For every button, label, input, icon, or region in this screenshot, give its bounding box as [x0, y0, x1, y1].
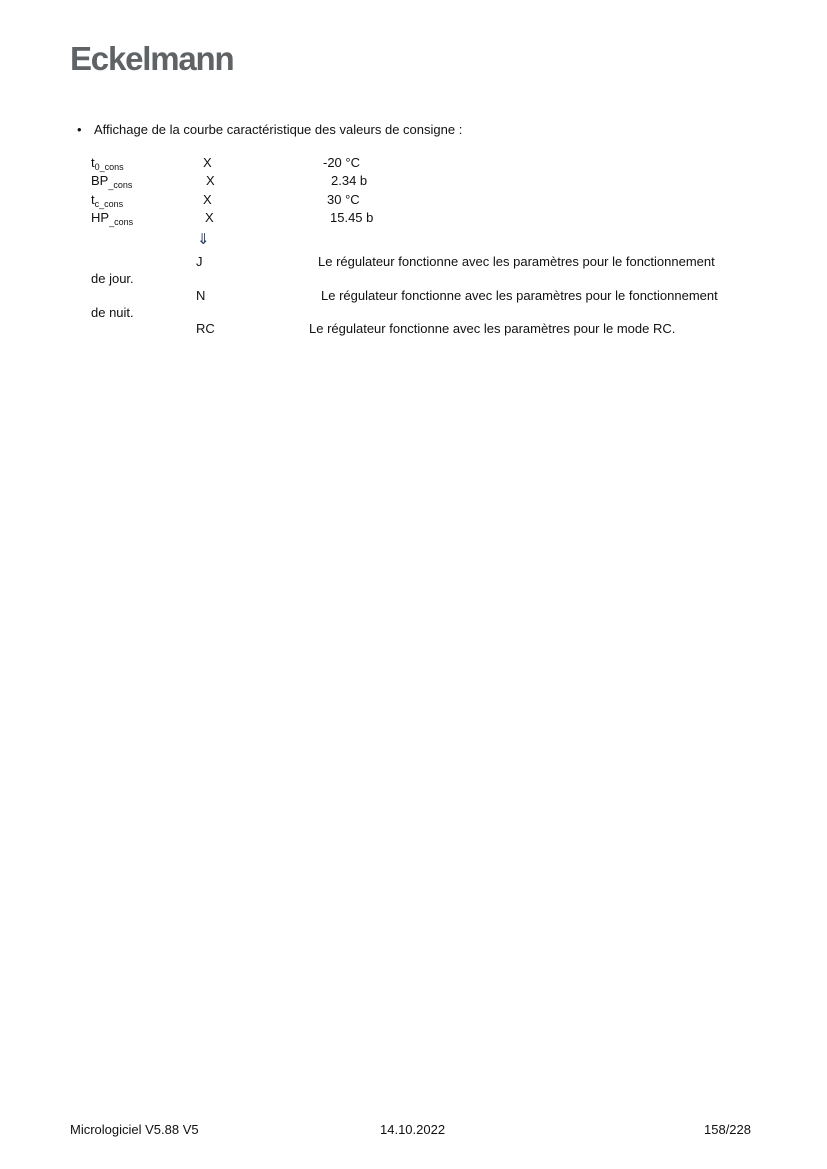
mode-cont-j: de jour.: [91, 271, 134, 286]
setpoint-mark-tc: X: [203, 192, 212, 207]
setpoint-label-t0: $t_{0\_cons}$: [91, 155, 124, 172]
mode-key-j: J: [196, 254, 203, 269]
setpoint-value-hp: 15.45 b: [330, 210, 374, 225]
mode-desc-rc: Le régulateur fonctionne avec les paramètres pour le mode RC.: [309, 321, 676, 336]
setpoint-label-tc: $t_{c\_cons}$: [91, 192, 124, 209]
setpoint-mark-bp: X: [206, 173, 215, 188]
setpoint-value-bp: 2.34 b: [331, 173, 368, 188]
footer-page-number: 158/228: [704, 1122, 751, 1137]
mode-desc-j: Le régulateur fonctionne avec les paramètres pour le fonctionnement: [318, 254, 715, 269]
bullet-icon: •: [77, 122, 82, 137]
setpoint-mark-hp: X: [205, 210, 214, 225]
intro-text: Affichage de la courbe caractéristique des valeurs de consigne :: [94, 122, 463, 137]
mode-cont-n: de nuit.: [91, 305, 134, 320]
setpoint-value-t0: -20 °C: [323, 155, 360, 170]
setpoint-label-bp: $BP_{\_cons}$: [91, 173, 133, 190]
setpoint-mark-t0: X: [203, 155, 212, 170]
mode-key-n: N: [196, 288, 206, 303]
footer-date: 14.10.2022: [380, 1122, 446, 1137]
eckelmann-logo: Eckelmann: [70, 40, 234, 77]
mode-desc-n: Le régulateur fonctionne avec les paramètres pour le fonctionnement: [321, 288, 718, 303]
footer-firmware: Micrologiciel V5.88 V5: [70, 1122, 199, 1137]
mode-key-rc: RC: [196, 321, 215, 336]
setpoint-label-hp: $HP_{\_cons}$: [91, 210, 134, 227]
down-arrow-icon: ⇓: [197, 231, 210, 248]
setpoint-value-tc: 30 °C: [327, 192, 360, 207]
